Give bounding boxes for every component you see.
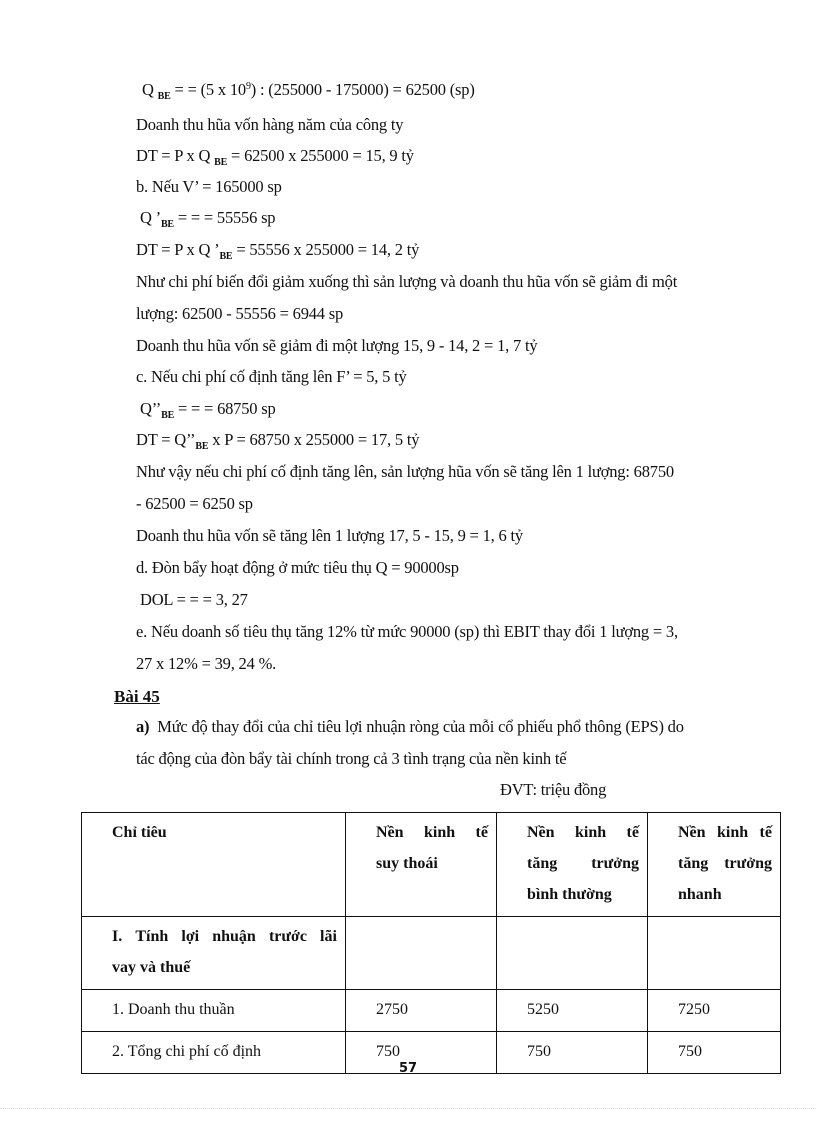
- text-line: Doanh thu hũa vốn sẽ giảm đi một lượng 15, 9 - 14, 2 = 1, 7 tỷ: [136, 336, 538, 355]
- header-line: Nền kinh tế: [376, 824, 488, 841]
- header-line: Nền kinh tế: [527, 824, 639, 841]
- text-line: d. Đòn bẩy hoạt động ở mức tiêu thụ Q = 90000sp: [136, 558, 459, 577]
- table-cell: 5250: [497, 990, 648, 1032]
- row-label: 1. Doanh thu thuần: [82, 990, 346, 1032]
- section-heading: Bài 45: [114, 687, 160, 706]
- text-line: Doanh thu hũa vốn sẽ tăng lên 1 lượng 17, 5 - 15, 9 = 1, 6 tỷ: [136, 526, 523, 545]
- section-cell: I. Tính lợi nhuận trước lãi vay và thuế: [82, 917, 346, 990]
- text-line: 27 x 12% = 39, 24 %.: [136, 654, 277, 673]
- unit-label: ĐVT: triệu đồng: [500, 780, 607, 799]
- table-cell: [497, 917, 648, 990]
- section-line: I. Tính lợi nhuận trước lãi: [112, 928, 337, 945]
- table-header-row: [82, 813, 781, 917]
- table-row: [82, 990, 781, 1032]
- header-cell: Nền kinh tế suy thoái: [346, 813, 497, 917]
- text-line: - 62500 = 6250 sp: [136, 494, 253, 513]
- text-line: e. Nếu doanh số tiêu thụ tăng 12% từ mức 90000 (sp) thì EBIT thay đổi 1 lượng = 3,: [136, 622, 678, 641]
- text-line: Q $_{BE}$ = = (5 x $10^9$) : (255000 - 175000) = 62500 (sp): [142, 80, 475, 102]
- header-line: Nền kinh tế: [678, 824, 772, 841]
- header-line: tăng trưởng: [678, 855, 772, 872]
- table-cell: 750: [497, 1032, 648, 1074]
- text-line: Như chi phí biến đổi giảm xuống thì sản lượng và doanh thu hũa vốn sẽ giảm đi một: [136, 272, 678, 291]
- table-section-row: [82, 917, 781, 990]
- header-cell: Chỉ tiêu: [82, 813, 346, 917]
- eps-table: [81, 812, 781, 1074]
- text-line: DOL = = = 3, 27: [140, 590, 248, 609]
- table-cell: [648, 917, 781, 990]
- text-line: $Q’’_{BE}$ = = = 68750 sp: [140, 399, 276, 421]
- footer-rule: [0, 1108, 816, 1109]
- table-cell: 750: [346, 1032, 497, 1074]
- text-line: b. Nếu V’ = 165000 sp: [136, 177, 282, 196]
- text-line: DT = P x Q $’_{BE} = 55556$ x 255000 = 14, 2 tỷ: [136, 240, 420, 262]
- row-label: 2. Tổng chi phí cố định: [82, 1032, 346, 1074]
- part-a-line: a) Mức độ thay đổi của chỉ tiêu lợi nhuận ròng của mỗi cổ phiếu phổ thông (EPS) do: [136, 717, 684, 736]
- text-line: Như vậy nếu chi phí cố định tăng lên, sản lượng hũa vốn sẽ tăng lên 1 lượng: 68750: [136, 462, 674, 481]
- header-cell: Nền kinh tế tăng trưởng nhanh: [648, 813, 781, 917]
- part-a-label: a): [136, 717, 150, 736]
- header-cell: Nền kinh tế tăng trưởng bình thường: [497, 813, 648, 917]
- text-line: DT = P x Q $_{BE}$ = 62500 x 255000 = 15, 9 tỷ: [136, 146, 414, 168]
- part-a-line: tác động của đòn bẩy tài chính trong cả 3 tình trạng của nền kinh tế: [136, 749, 567, 768]
- table-cell: 7250: [648, 990, 781, 1032]
- header-line: tăng trưởng: [527, 855, 639, 872]
- table-cell: 750: [648, 1032, 781, 1074]
- table-cell: 2750: [346, 990, 497, 1032]
- text-line: Q $’_{BE}$ = = = 55556 sp: [140, 208, 276, 230]
- text-line: DT = $Q’’_{BE}$ x P = 68750 x 255000 = 17, 5 tỷ: [136, 430, 420, 452]
- table-cell: [346, 917, 497, 990]
- page-number: 57: [398, 1061, 418, 1076]
- text-line: Doanh thu hũa vốn hàng năm của công ty: [136, 115, 404, 134]
- text-line: c. Nếu chi phí cố định tăng lên F’ = 5, 5 tỷ: [136, 367, 407, 386]
- text-line: lượng: 62500 - 55556 = 6944 sp: [136, 304, 344, 323]
